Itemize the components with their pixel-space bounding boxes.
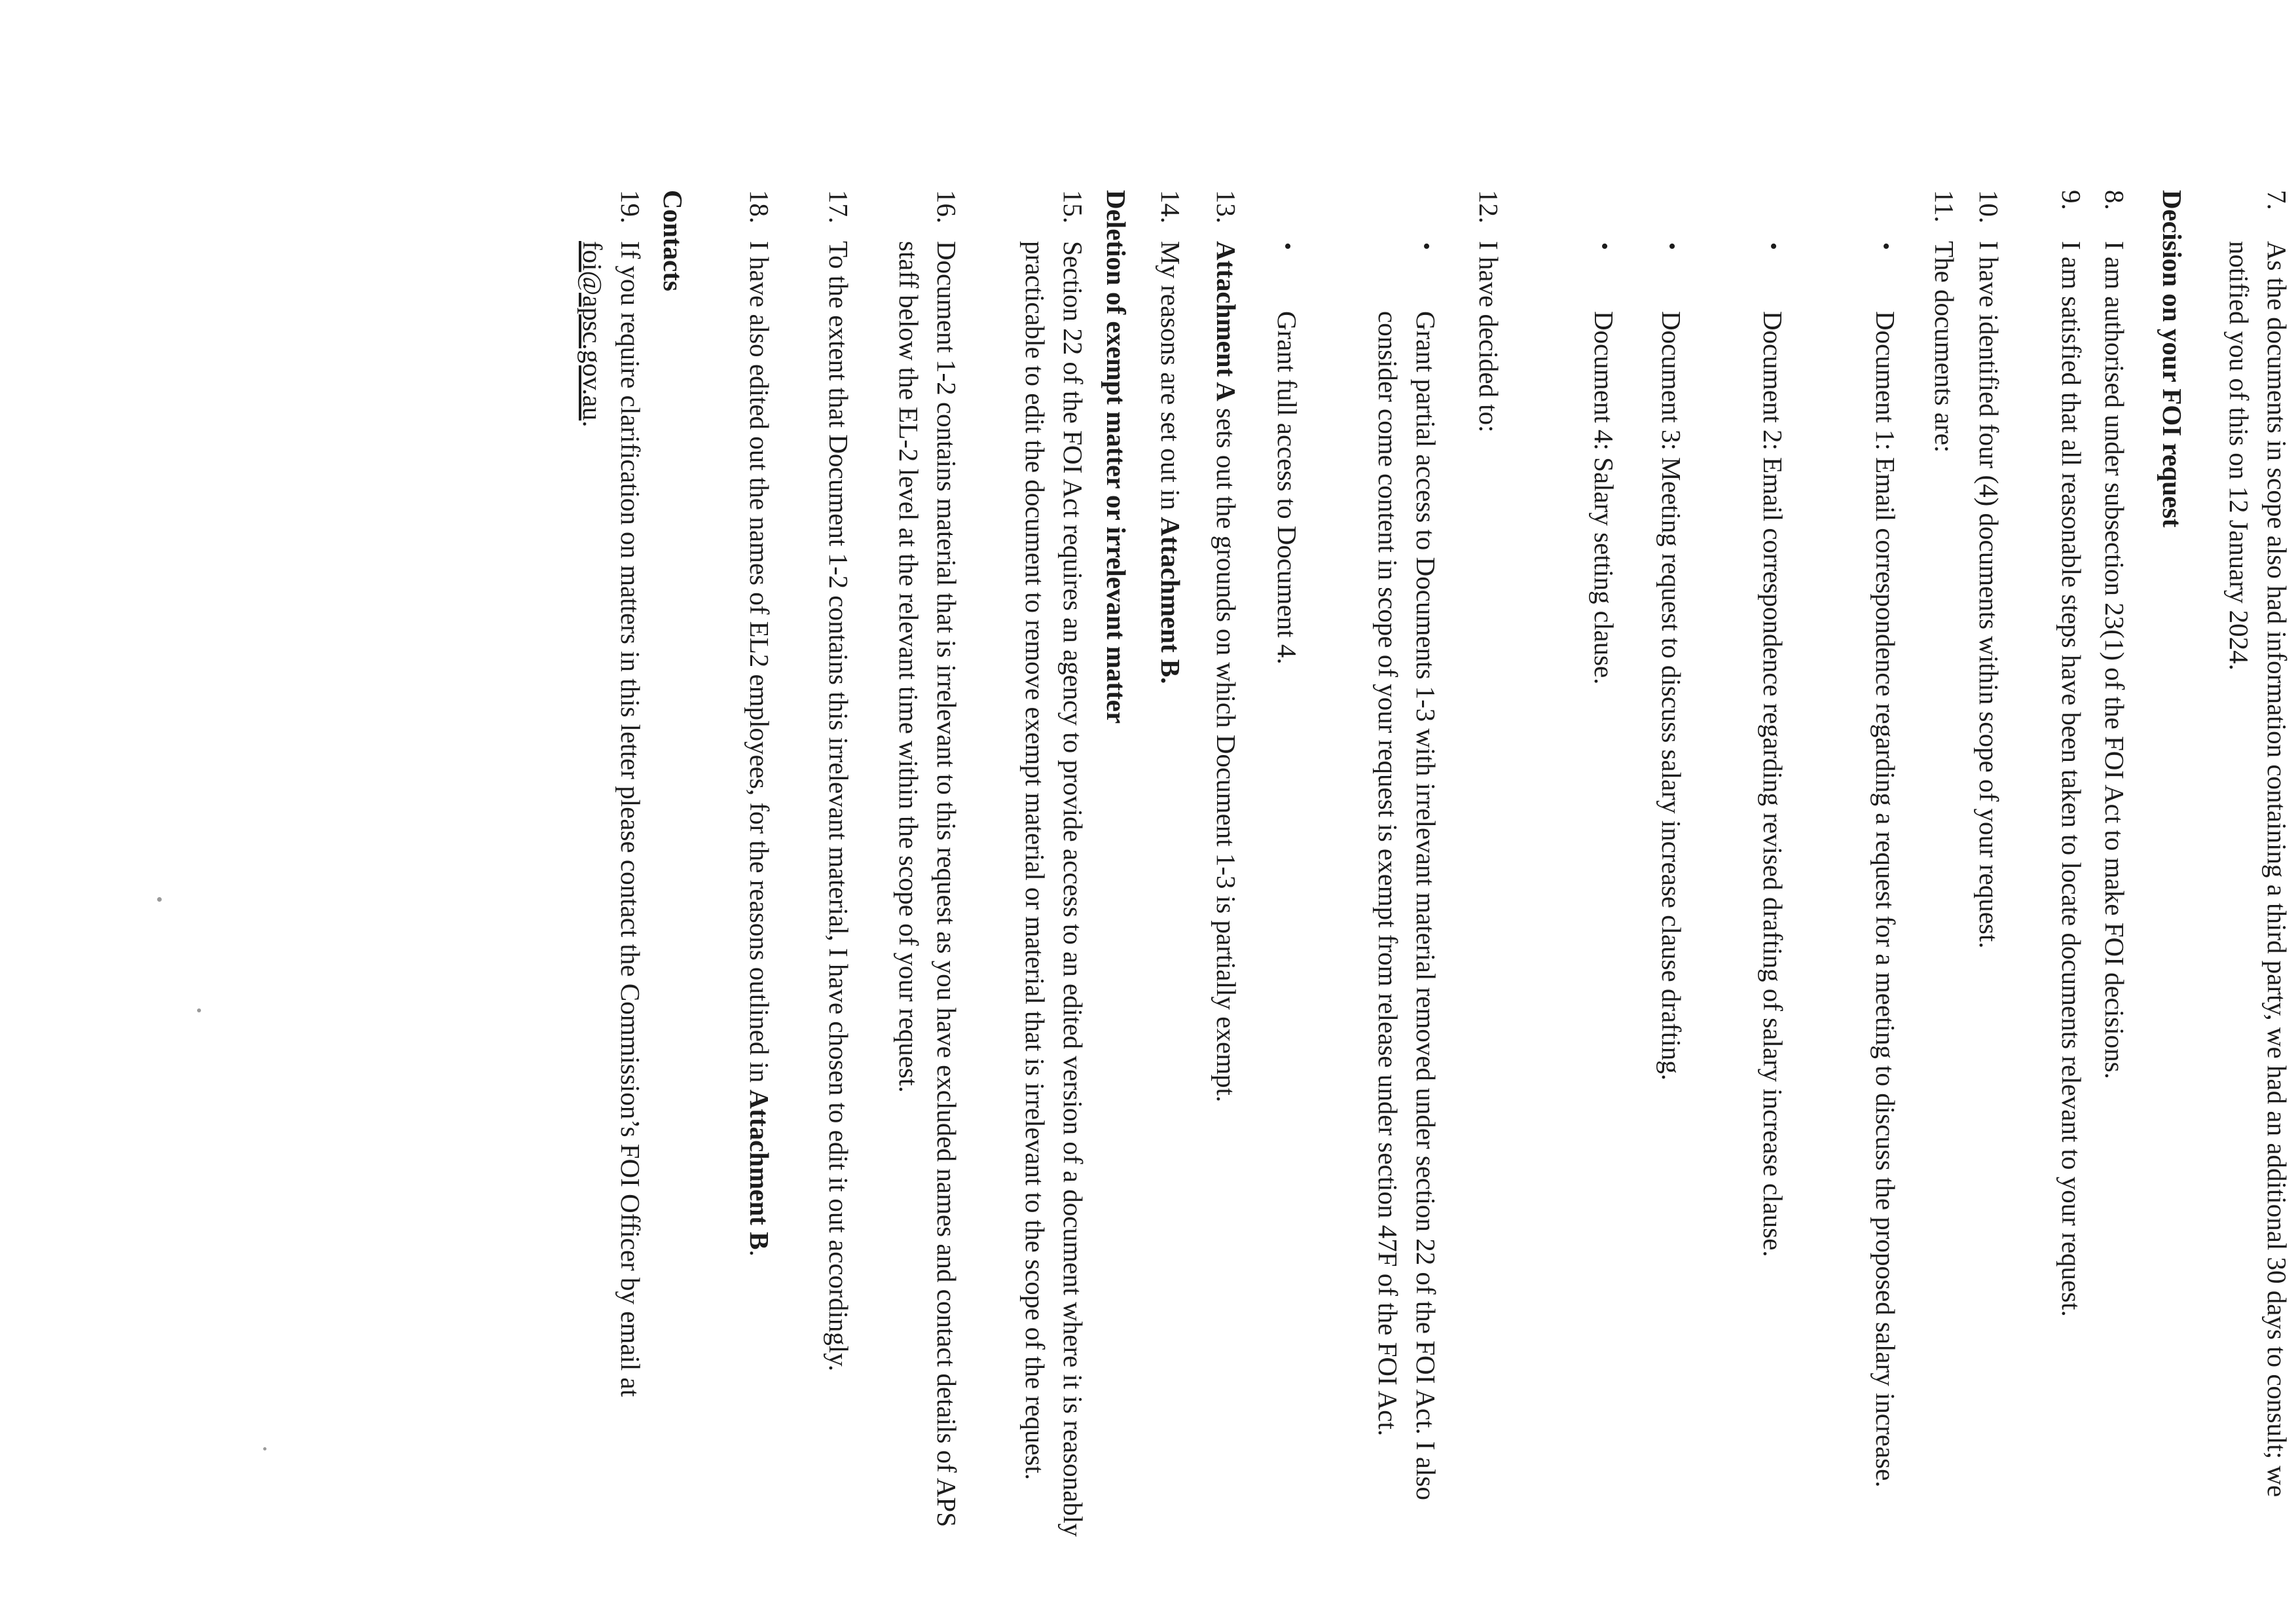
documents-list-item — [1754, 242, 1792, 1545]
scan-speck — [263, 1447, 266, 1450]
paragraph-15 — [1016, 190, 1092, 1545]
paragraph-text — [740, 241, 778, 1545]
paragraph-number: 18. — [744, 190, 774, 224]
paragraph-text: I have identified four (4) documents within scope of your request. — [1974, 241, 2004, 949]
paragraph-number: 8. — [2100, 190, 2130, 210]
paragraph-14 — [1152, 190, 1190, 1545]
paragraph-text-rest: sets out the grounds on which Document 1-3 is partially exempt. — [1211, 401, 1241, 1103]
paragraph-text-start: If you require clarification on matters in this letter please contact the Commission’s FOI Officer by email at — [615, 241, 646, 1397]
paragraph-text: I am authorised under subsection 23(1) of the FOI Act to make FOI decisions. — [2100, 241, 2130, 1079]
bullet: • — [1414, 242, 1438, 250]
paragraph-number: 17. — [824, 190, 854, 224]
bullet: • — [1592, 242, 1616, 250]
paragraph-17 — [820, 190, 858, 1545]
paragraph-number: 10. — [1974, 190, 2004, 224]
paragraph-18 — [740, 190, 778, 1545]
paragraph-text-start: I have also edited out the names of EL2 employees, for the reasons outlined in — [744, 241, 774, 1090]
paragraph-number: 15. — [1058, 190, 1088, 224]
paragraph-text: To the extent that Document 1-2 contains this irrelevant material, I have chosen to edit it out accordingly. — [824, 241, 854, 1372]
heading-decision: Decision on your FOI request — [2157, 190, 2187, 528]
attachment-a-ref: Attachment A — [1211, 241, 1241, 401]
paragraph-number: 13. — [1211, 190, 1241, 224]
paragraph-11 — [1925, 190, 1963, 1545]
paragraph-text: Section 22 of the FOI Act requires an agency to provide access to an edited version of a document where it is reasonably practicable to edit the document to remove exempt material or material that is irrelevant to the scope of the request. — [1020, 241, 1088, 1537]
paragraph-text: The documents are: — [1929, 241, 1959, 453]
paragraph-12 — [1470, 190, 1508, 1545]
bullet: • — [1275, 242, 1300, 250]
bullet: • — [1761, 242, 1785, 250]
paragraph-text-end: . — [744, 1249, 774, 1257]
paragraph-text-start: My reasons are set out in — [1156, 241, 1186, 517]
paragraph-text: I have decided to: — [1474, 241, 1504, 433]
attachment-b-ref: Attachment B — [744, 1089, 774, 1250]
paragraph-number: 16. — [932, 190, 962, 224]
paragraph-9 — [2052, 190, 2090, 1545]
paragraph-number: 7. — [2262, 190, 2292, 210]
documents-list-item — [1867, 242, 1904, 1545]
paragraph-text: I am satisfied that all reasonable steps have been taken to locate documents relevant to your request. — [2056, 241, 2086, 1317]
paragraph-10 — [1970, 190, 2008, 1545]
scan-speck — [157, 897, 162, 902]
heading-contacts: Contacts — [658, 190, 688, 291]
paragraph-number: 11. — [1929, 190, 1959, 223]
paragraph-text — [1207, 241, 1245, 1545]
foi-email-link[interactable]: foi@apsc.gov.au — [577, 241, 608, 421]
paragraph-text — [574, 241, 649, 1545]
bullet: • — [1660, 242, 1684, 250]
list-item-text: Document 4: Salary setting clause. — [1589, 311, 1619, 685]
attachment-b-ref: Attachment B. — [1156, 517, 1186, 684]
paragraph-text-end: . — [577, 420, 608, 428]
paragraph-19 — [574, 190, 649, 1545]
list-item-text: Grant full access to Document 4. — [1272, 311, 1302, 665]
paragraph-16 — [890, 190, 966, 1545]
paragraph-8 — [2096, 190, 2134, 1545]
decision-list-item — [1268, 242, 1306, 1545]
paragraph-number: 14. — [1156, 190, 1186, 224]
paragraph-text — [1152, 241, 1190, 1545]
decision-list-item — [1369, 242, 1445, 1545]
heading-deletion: Deletion of exempt matter or irrelevant matter — [1101, 190, 1131, 724]
documents-list-item — [1652, 242, 1690, 1545]
paragraph-text: As the documents in scope also had information containing a third party, we had an additional 30 days to consult; we notified you of this on 12 January 2024. — [2224, 241, 2292, 1498]
scan-speck — [197, 1008, 201, 1012]
list-item-text: Document 2: Email correspondence regarding revised drafting of salary increase clause. — [1758, 311, 1788, 1257]
paragraph-text: Document 1-2 contains material that is irrelevant to this request as you have excluded names and contact details of APS staff below the EL-2 level at the relevant time within the scope of your request. — [894, 241, 962, 1528]
documents-list-item — [1585, 242, 1623, 1545]
list-item-text: Grant partial access to Documents 1-3 with irrelevant material removed under section 22 of the FOI Act. I also consider come content in scope of your request is exempt from release under section 47F of the FOI Act. — [1373, 311, 1441, 1500]
paragraph-number: 19. — [615, 190, 646, 224]
bullet: • — [1874, 242, 1898, 250]
list-item-text: Document 3: Meeting request to discuss salary increase clause drafting. — [1656, 311, 1686, 1080]
paragraph-number: 9. — [2056, 190, 2086, 210]
paragraph-number: 12. — [1474, 190, 1504, 224]
paragraph-7 — [2220, 190, 2296, 1545]
paragraph-13 — [1207, 190, 1245, 1545]
list-item-text: Document 1: Email correspondence regarding a request for a meeting to discuss the proposed salary increase. — [1870, 311, 1901, 1488]
